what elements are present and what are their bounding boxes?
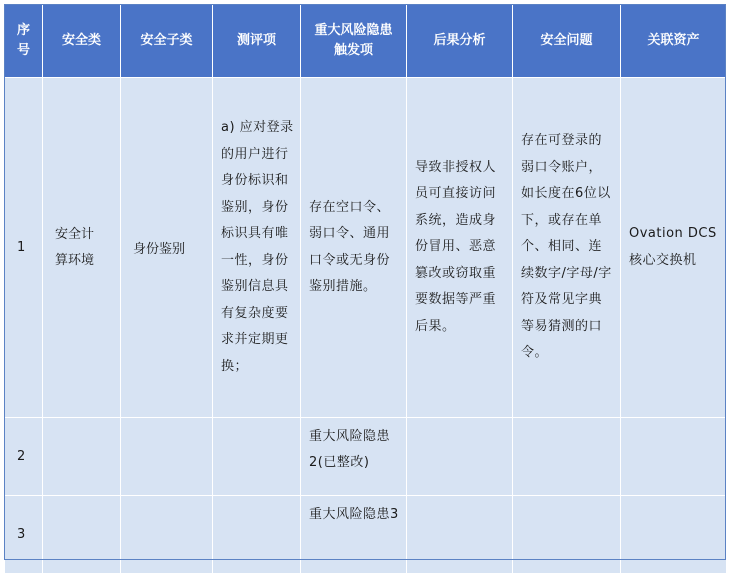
cell-trigger: 重大风险隐患2(已整改) (301, 418, 407, 496)
cell-seq: 3 (5, 496, 43, 574)
cell-issue: 存在可登录的弱口令账户，如长度在6位以下，或存在单个、相同、连续数字/字母/字符及常见字典等易猜测的口令。 (513, 78, 621, 418)
header-seq: 序号 (5, 5, 43, 78)
cell-subcategory: 身份鉴别 (121, 78, 213, 418)
table-border (4, 4, 726, 560)
header-consequence: 后果分析 (407, 5, 513, 78)
header-subcategory: 安全子类 (121, 5, 213, 78)
header-item: 测评项 (213, 5, 301, 78)
cell-asset: Ovation DCS 核心交换机 (621, 78, 727, 418)
cell-item: a) 应对登录的用户进行身份标识和鉴别，身份标识具有唯一性，身份鉴别信息具有复杂度要求并定期更换； (213, 78, 301, 418)
cell-seq: 2 (5, 418, 43, 496)
header-asset: 关联资产 (621, 5, 727, 78)
cell-consequence: 导致非授权人员可直接访问系统，造成身份冒用、恶意篡改或窃取重要数据等严重后果。 (407, 78, 513, 418)
header-issue: 安全问题 (513, 5, 621, 78)
header-trigger: 重大风险隐患触发项 (301, 5, 407, 78)
header-category: 安全类 (43, 5, 121, 78)
cell-seq: 1 (5, 78, 43, 418)
cell-category: 安全计算环境 (43, 78, 121, 418)
cell-trigger: 重大风险隐患3 (301, 496, 407, 574)
cell-trigger: 存在空口令、弱口令、通用口令或无身份鉴别措施。 (301, 78, 407, 418)
